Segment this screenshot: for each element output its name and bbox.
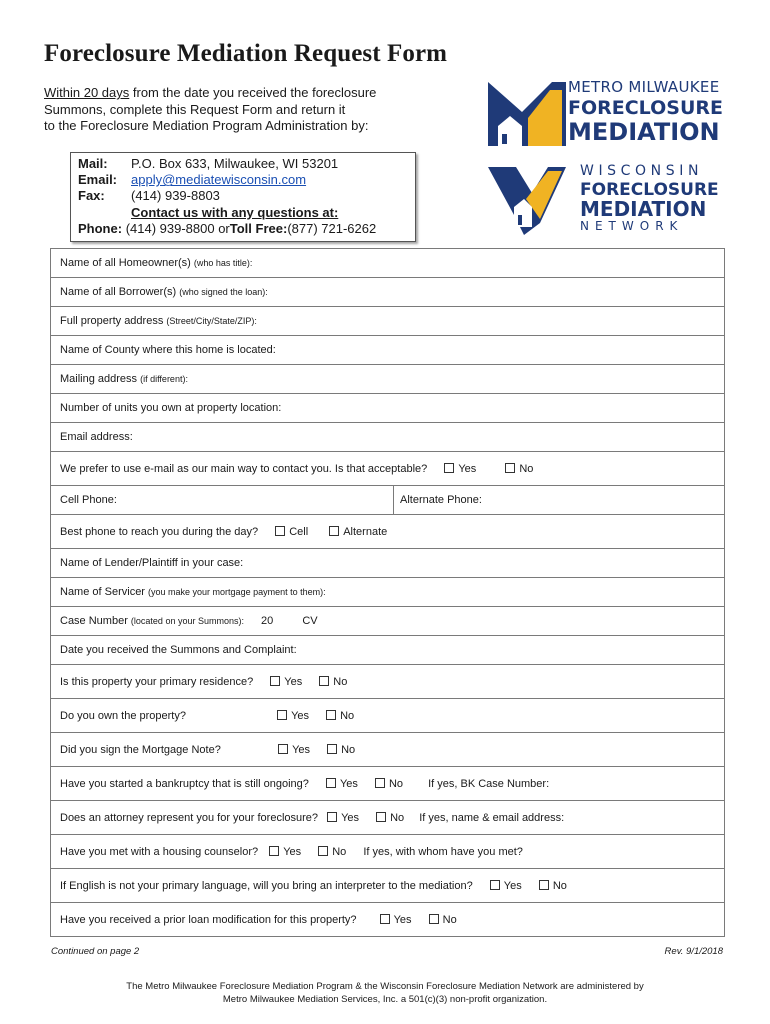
modification-yes-label: Yes (393, 913, 412, 926)
alt-phone-label: Alternate Phone: (400, 494, 482, 506)
row-modification (51, 903, 725, 937)
primary-no-label: No (333, 675, 348, 688)
interpreter-no-option[interactable] (539, 880, 567, 892)
best-phone-alternate-label: Alternate (343, 525, 388, 538)
interpreter-yes-option[interactable] (490, 880, 522, 892)
bankruptcy-field (51, 767, 725, 801)
row-own-property (51, 699, 725, 733)
modification-label: Have you received a prior loan modification for this property? (60, 913, 357, 926)
wisc-logo-line-2: FORECLOSURE (580, 180, 719, 200)
homeowners-hint: (who has title): (193, 258, 253, 268)
note-no-label: No (341, 743, 356, 756)
row-address (51, 307, 725, 336)
best-phone-cell-label: Cell (289, 525, 309, 538)
case-hint: (located on your Summons): (130, 616, 244, 626)
email-address-label: Email address: (60, 431, 133, 443)
bankruptcy-no-checkbox[interactable] (375, 778, 385, 788)
summons-date-field[interactable] (51, 636, 725, 665)
borrowers-label: Name of all Borrower(s) (60, 286, 180, 298)
row-best-phone (51, 515, 725, 549)
questions-heading: Contact us with any questions at: (131, 204, 339, 220)
interpreter-yes-checkbox[interactable] (490, 880, 500, 890)
row-units (51, 394, 725, 423)
bankruptcy-yes-option[interactable] (326, 778, 358, 790)
email-pref-yes-checkbox[interactable] (444, 463, 454, 473)
fax-label: Fax: (78, 188, 105, 204)
row-attorney (51, 801, 725, 835)
metro-logo-line-3: MEDIATION (568, 118, 720, 146)
row-servicer (51, 578, 725, 607)
mailing-label: Mailing address (60, 373, 141, 385)
footer-line-2: Metro Milwaukee Mediation Services, Inc. a 501(c)(3) non-profit organization. (222, 994, 548, 1005)
lender-field[interactable] (51, 549, 725, 578)
row-bankruptcy (51, 767, 725, 801)
counselor-field (51, 835, 725, 869)
primary-yes-label: Yes (284, 675, 303, 688)
page-title: Foreclosure Mediation Request Form (44, 40, 448, 67)
best-phone-alternate-checkbox[interactable] (329, 526, 339, 536)
own-yes-option[interactable] (277, 710, 309, 722)
units-label: Number of units you own at property location: (60, 402, 282, 414)
questions-row (78, 205, 415, 221)
interpreter-label: If English is not your primary language, will you bring an interpreter to the mediation? (60, 879, 473, 892)
email-pref-label: We prefer to use e-mail as our main way to contact you. Is that acceptable? (60, 462, 428, 475)
own-yes-checkbox[interactable] (277, 710, 287, 720)
modification-no-option[interactable] (429, 914, 457, 926)
bk-case-number-label[interactable]: If yes, BK Case Number: (428, 777, 550, 790)
note-yes-label: Yes (292, 743, 311, 756)
primary-yes-option[interactable] (270, 676, 302, 688)
interpreter-no-checkbox[interactable] (539, 880, 549, 890)
bankruptcy-yes-checkbox[interactable] (326, 778, 336, 788)
request-form-table (50, 248, 725, 937)
phone-row (78, 221, 415, 237)
metro-house-mark-icon (488, 78, 566, 148)
bankruptcy-no-label: No (388, 777, 404, 790)
mail-label: Mail: (78, 156, 108, 171)
row-lender (51, 549, 725, 578)
revision-date: Rev. 9/1/2018 (664, 946, 723, 957)
metro-logo-line-1: METRO MILWAUKEE (568, 78, 720, 96)
continued-note: Continued on page 2 (51, 946, 140, 957)
intro-text (44, 85, 424, 135)
homeowners-label: Name of all Homeowner(s) (60, 257, 194, 269)
wisconsin-logo (488, 163, 720, 235)
units-field[interactable] (51, 394, 725, 423)
email-pref-no-label: No (519, 462, 534, 475)
servicer-hint: (you make your mortgage payment to them): (148, 587, 326, 597)
interpreter-field (51, 869, 725, 903)
footer-line-1: The Metro Milwaukee Foreclosure Mediation Program & the Wisconsin Foreclosure Mediation Network are administered by (126, 981, 644, 992)
counselor-yes-option[interactable] (269, 846, 301, 858)
mailing-field[interactable] (51, 365, 725, 394)
row-borrowers (51, 278, 725, 307)
lender-label: Name of Lender/Plaintiff in your case: (60, 557, 244, 569)
email-pref-no-option[interactable] (505, 463, 533, 475)
primary-no-checkbox[interactable] (319, 676, 329, 686)
fax-row (78, 188, 415, 204)
intro-line-3: to the Foreclosure Mediation Program Administration by: (44, 118, 369, 133)
toll-free-number: (877) 721-6262 (287, 220, 377, 236)
mail-row (78, 156, 415, 172)
email-pref-yes-option[interactable] (444, 463, 476, 475)
own-no-option[interactable] (326, 710, 354, 722)
own-no-checkbox[interactable] (326, 710, 336, 720)
mail-address: P.O. Box 633, Milwaukee, WI 53201 (131, 156, 339, 171)
counselor-label: Have you met with a housing counselor? (60, 845, 259, 858)
note-yes-checkbox[interactable] (278, 744, 288, 754)
best-phone-label: Best phone to reach you during the day? (60, 525, 259, 538)
row-mailing (51, 365, 725, 394)
own-property-field (51, 699, 725, 733)
county-label: Name of County where this home is located: (60, 344, 276, 356)
modification-no-label: No (442, 913, 457, 926)
email-pref-field (51, 452, 725, 486)
email-field[interactable] (51, 423, 725, 452)
note-no-option[interactable] (327, 744, 355, 756)
wisc-logo-line-3: MEDIATION (580, 197, 707, 221)
own-property-label: Do you own the property? (60, 709, 186, 722)
mailing-hint: (if different): (140, 374, 188, 384)
bankruptcy-yes-label: Yes (339, 777, 358, 790)
bankruptcy-no-option[interactable] (375, 778, 403, 790)
own-yes-label: Yes (291, 709, 310, 722)
counselor-yes-checkbox[interactable] (269, 846, 279, 856)
modification-yes-option[interactable] (380, 914, 412, 926)
cell-phone-field[interactable] (51, 486, 394, 515)
homeowners-field[interactable] (51, 249, 725, 278)
intro-line-2: Summons, complete this Request Form and return it (44, 101, 346, 117)
attorney-details-label[interactable]: If yes, name & email address: (419, 811, 565, 824)
row-counselor (51, 835, 725, 869)
row-interpreter (51, 869, 725, 903)
attorney-no-checkbox[interactable] (376, 812, 386, 822)
row-summons-date (51, 636, 725, 665)
attorney-yes-option[interactable] (327, 812, 359, 824)
counselor-yes-label: Yes (283, 845, 302, 858)
servicer-field[interactable] (51, 578, 725, 607)
attorney-yes-label: Yes (341, 811, 360, 824)
email-label: Email: (78, 172, 118, 188)
row-homeowners (51, 249, 725, 278)
wisc-logo-line-4: NETWORK (580, 219, 684, 233)
phone-number: (414) 939-8800 or (125, 220, 230, 236)
address-hint: (Street/City/State/ZIP): (166, 316, 257, 326)
cell-phone-label: Cell Phone: (60, 494, 117, 506)
best-phone-cell-checkbox[interactable] (275, 526, 285, 536)
primary-residence-field (51, 665, 725, 699)
wisc-logo-line-1: WISCONSIN (580, 163, 704, 179)
fax-number: (414) 939-8803 (131, 188, 220, 204)
intro-line-1: from the date you received the foreclosure (129, 85, 377, 100)
row-email (51, 423, 725, 452)
servicer-label: Name of Servicer (60, 586, 149, 598)
row-case-number (51, 607, 725, 636)
address-label: Full property address (60, 315, 167, 327)
row-mortgage-note (51, 733, 725, 767)
metro-milwaukee-logo (488, 78, 723, 148)
attorney-label: Does an attorney represent you for your foreclosure? (60, 811, 319, 824)
attorney-field (51, 801, 725, 835)
contact-box (70, 152, 416, 242)
primary-no-option[interactable] (319, 676, 347, 688)
interpreter-no-label: No (552, 879, 567, 892)
own-no-label: No (340, 709, 355, 722)
counselor-no-label: No (332, 845, 347, 858)
best-phone-cell-option[interactable] (275, 526, 308, 538)
counselor-no-option[interactable] (318, 846, 346, 858)
primary-residence-label: Is this property your primary residence? (60, 675, 254, 688)
email-link[interactable]: apply@mediatewisconsin.com (131, 172, 307, 188)
county-field[interactable] (51, 336, 725, 365)
case-label: Case Number (60, 615, 131, 627)
row-county (51, 336, 725, 365)
row-phones (51, 486, 725, 515)
bankruptcy-label: Have you started a bankruptcy that is still ongoing? (60, 777, 309, 790)
case-year-prefix: 20 (261, 615, 274, 627)
borrowers-hint: (who signed the loan): (179, 287, 268, 297)
note-no-checkbox[interactable] (327, 744, 337, 754)
email-pref-yes-label: Yes (458, 462, 477, 475)
attorney-yes-checkbox[interactable] (327, 812, 337, 822)
borrowers-field[interactable] (51, 278, 725, 307)
attorney-no-label: No (390, 811, 405, 824)
best-phone-alternate-option[interactable] (329, 526, 387, 538)
modification-yes-checkbox[interactable] (380, 914, 390, 924)
email-pref-no-checkbox[interactable] (505, 463, 515, 473)
note-yes-option[interactable] (278, 744, 310, 756)
alt-phone-field[interactable] (394, 486, 725, 515)
attorney-no-option[interactable] (376, 812, 404, 824)
footer-administered-by (0, 980, 770, 1006)
interpreter-yes-label: Yes (503, 879, 522, 892)
case-cv-prefix: CV (302, 615, 318, 627)
address-field[interactable] (51, 307, 725, 336)
counselor-details-label[interactable]: If yes, with whom have you met? (363, 845, 523, 858)
modification-field (51, 903, 725, 937)
counselor-no-checkbox[interactable] (318, 846, 328, 856)
intro-deadline: Within 20 days (44, 85, 130, 100)
summons-date-label: Date you received the Summons and Complaint: (60, 644, 297, 656)
modification-no-checkbox[interactable] (429, 914, 439, 924)
phone-label: Phone: (78, 220, 123, 236)
row-primary-residence (51, 665, 725, 699)
toll-free-label: Toll Free: (229, 220, 288, 236)
email-row (78, 172, 415, 188)
row-email-pref (51, 452, 725, 486)
metro-logo-line-2: FORECLOSURE (568, 97, 723, 119)
best-phone-field (51, 515, 725, 549)
mortgage-note-label: Did you sign the Mortgage Note? (60, 743, 221, 756)
wisconsin-house-mark-icon (488, 163, 566, 235)
case-number-field[interactable] (51, 607, 725, 636)
mortgage-note-field (51, 733, 725, 767)
primary-yes-checkbox[interactable] (270, 676, 280, 686)
